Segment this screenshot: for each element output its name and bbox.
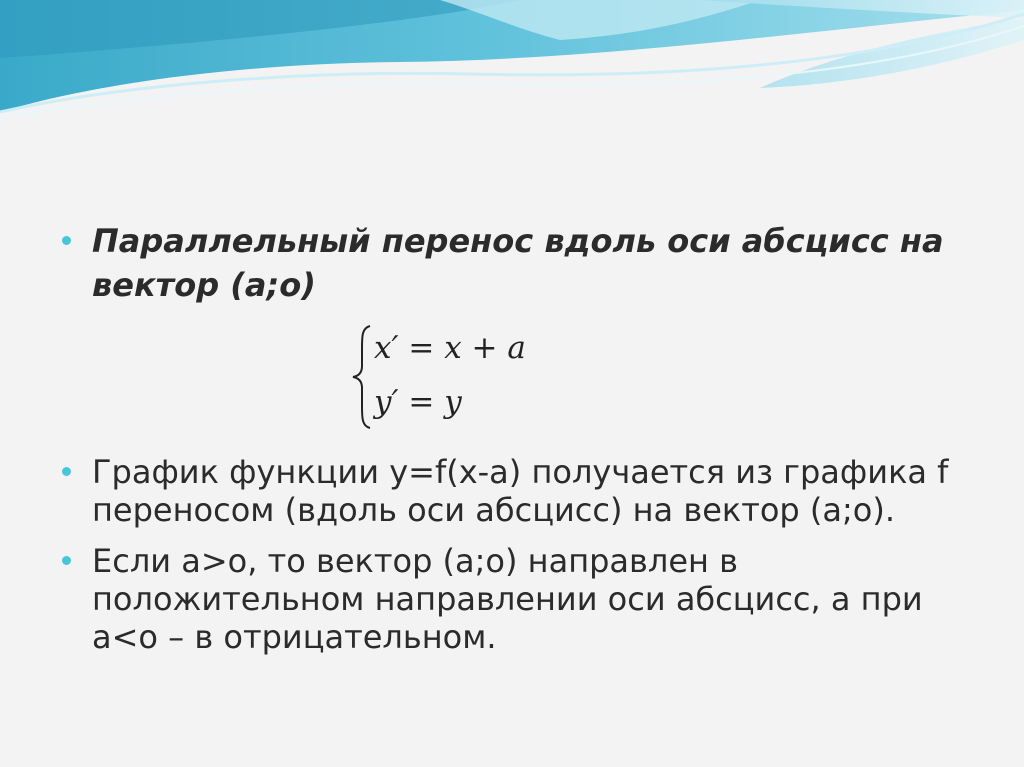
bullet-line: а<о – в отрицательном.	[92, 618, 497, 656]
bullet-marker	[62, 467, 71, 476]
translation-formula	[350, 322, 550, 432]
formula-y: y′ = y	[374, 384, 462, 420]
formula-x: x′ = x + a	[374, 330, 526, 366]
bullet-line: Параллельный перенос вдоль оси абсцисс на	[92, 222, 944, 260]
brace-symbol	[350, 322, 374, 432]
bullet-line: положительном направлении оси абсцисс, а при	[92, 580, 923, 618]
bullet-line: вектор (а;о)	[92, 266, 316, 304]
bullet-line: переносом (вдоль оси абсцисс) на вектор (а;о).	[92, 491, 896, 529]
bullet-direction	[92, 542, 972, 656]
bullet-marker	[62, 236, 71, 245]
bullet-marker	[62, 556, 71, 565]
bullet-parallel-translation	[92, 222, 972, 304]
wave-decoration	[0, 0, 1024, 130]
bullet-line: Если а>о, то вектор (а;о) направлен в	[92, 542, 738, 580]
bullet-line: График функции y=f(x-a) получается из графика f	[92, 453, 949, 491]
bullet-function-graph	[92, 453, 972, 529]
